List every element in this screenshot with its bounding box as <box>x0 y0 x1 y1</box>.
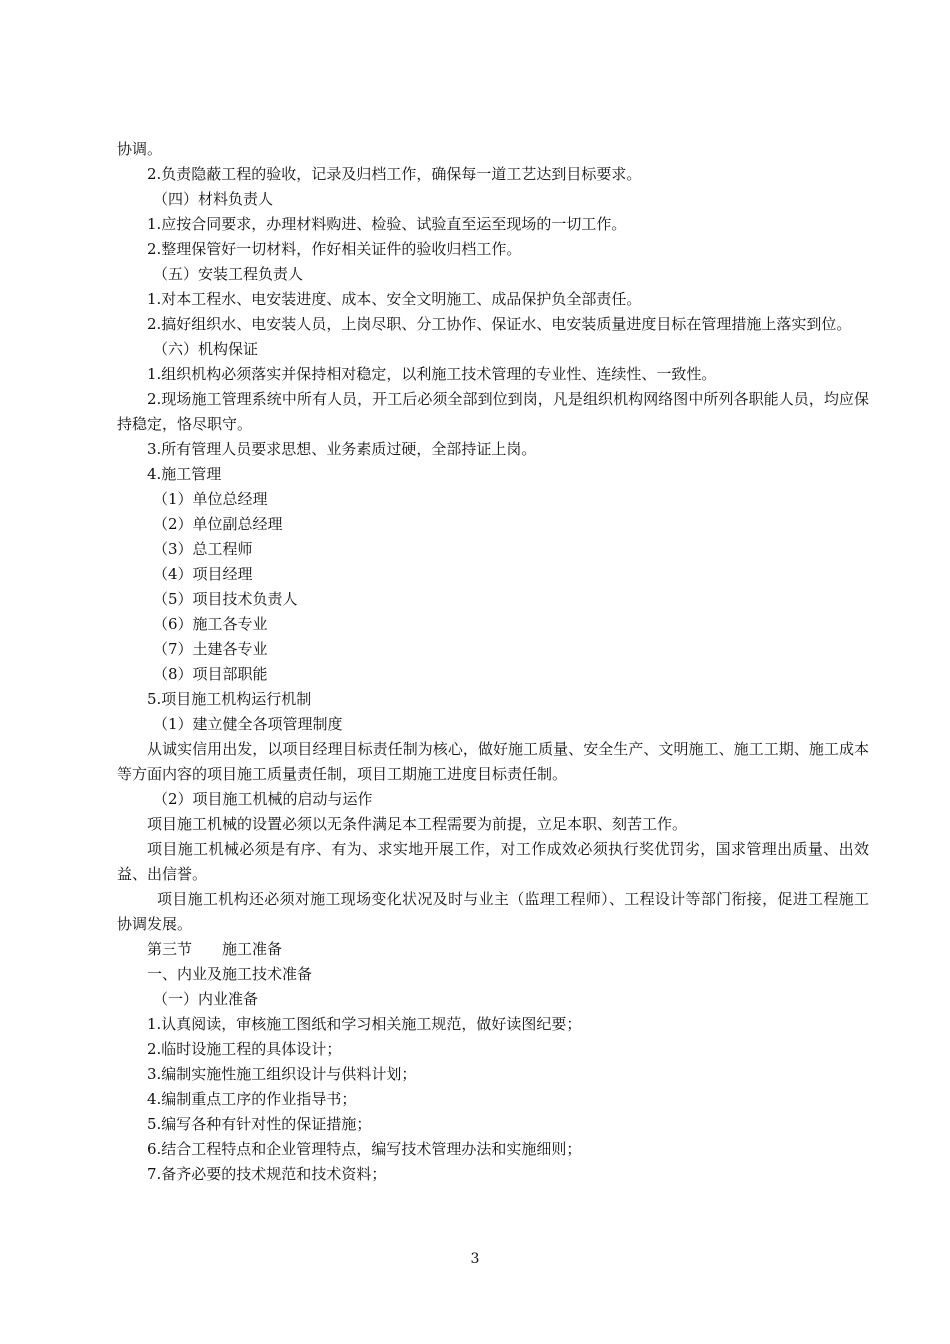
text-line: 6.结合工程特点和企业管理特点，编写技术管理办法和实施细则； <box>147 1140 582 1158</box>
text-line: 第三节 施工准备 <box>147 940 283 958</box>
text-line: （1）建立健全各项管理制度 <box>153 715 343 733</box>
text-line: （4）项目经理 <box>153 565 253 583</box>
text-line: 项目施工机械必须是有序、有为、求实地开展工作，对工作成效必须执行奖优罚劣，国求管理出质量、出效益、出信誉。 <box>117 840 869 883</box>
text-line: （2）项目施工机械的启动与运作 <box>153 790 373 808</box>
text-line: （1）单位总经理 <box>153 490 268 508</box>
text-line: （一）内业准备 <box>153 990 259 1008</box>
text-line: 1.认真阅读，审核施工图纸和学习相关施工规范，做好读图纪要； <box>147 1015 582 1033</box>
text-line: 1.组织机构必须落实并保持相对稳定，以利施工技术管理的专业性、连续性、一致性。 <box>147 365 717 383</box>
text-line: 7.备齐必要的技术规范和技术资料； <box>147 1165 387 1183</box>
text-line: 5.项目施工机构运行机制 <box>147 690 312 708</box>
text-line: 2.临时设施工程的具体设计； <box>147 1040 342 1058</box>
text-line: （六）机构保证 <box>153 340 259 358</box>
text-line: 项目施工机械的设置必须以无条件满足本工程需要为前提，立足本职、刻苦工作。 <box>147 815 688 833</box>
text-line: （8）项目部职能 <box>153 665 268 683</box>
text-line: 3.所有管理人员要求思想、业务素质过硬，全部持证上岗。 <box>147 440 537 458</box>
text-line: 1.应按合同要求，办理材料购进、检验、试验直至运至现场的一切工作。 <box>147 215 627 233</box>
text-line: 1.对本工程水、电安装进度、成本、安全文明施工、成品保护负全部责任。 <box>147 290 642 308</box>
text-line: 3.编制实施性施工组织设计与供料计划； <box>147 1065 417 1083</box>
text-line: 4.施工管理 <box>147 465 222 483</box>
text-line: （7）土建各专业 <box>153 640 268 658</box>
text-line: （3）总工程师 <box>153 540 253 558</box>
text-line: 2.负责隐蔽工程的验收，记录及归档工作，确保每一道工艺达到目标要求。 <box>147 165 642 183</box>
text-line: 2.整理保管好一切材料，作好相关证件的验收归档工作。 <box>147 240 522 258</box>
document-body <box>117 137 869 1187</box>
text-line: （6）施工各专业 <box>153 615 268 633</box>
text-line: 从诚实信用出发，以项目经理目标责任制为核心，做好施工质量、安全生产、文明施工、施工工期、施工成本等方面内容的项目施工质量责任制，项目工期施工进度目标责任制。 <box>117 740 869 783</box>
text-line: 2.现场施工管理系统中所有人员，开工后必须全部到位到岗，凡是组织机构网络图中所列各职能人员，均应保持稳定，恪尽职守。 <box>117 390 869 433</box>
text-line: （四）材料负责人 <box>153 190 274 208</box>
text-line: 2.搞好组织水、电安装人员，上岗尽职、分工协作、保证水、电安装质量进度目标在管理措施上落实到位。 <box>147 315 852 333</box>
text-line: （2）单位副总经理 <box>153 515 283 533</box>
text-line: 5.编写各种有针对性的保证措施； <box>147 1115 372 1133</box>
text-line: （五）安装工程负责人 <box>153 265 304 283</box>
text-line: 一、内业及施工技术准备 <box>147 965 313 983</box>
text-line: 协调。 <box>117 140 163 158</box>
text-line: 4.编制重点工序的作业指导书； <box>147 1090 357 1108</box>
page-number: 3 <box>470 1251 480 1267</box>
text-line: 项目施工机构还必须对施工现场变化状况及时与业主（监理工程师）、工程设计等部门衔接，促进工程施工协调发展。 <box>117 890 869 933</box>
text-line: （5）项目技术负责人 <box>153 590 298 608</box>
